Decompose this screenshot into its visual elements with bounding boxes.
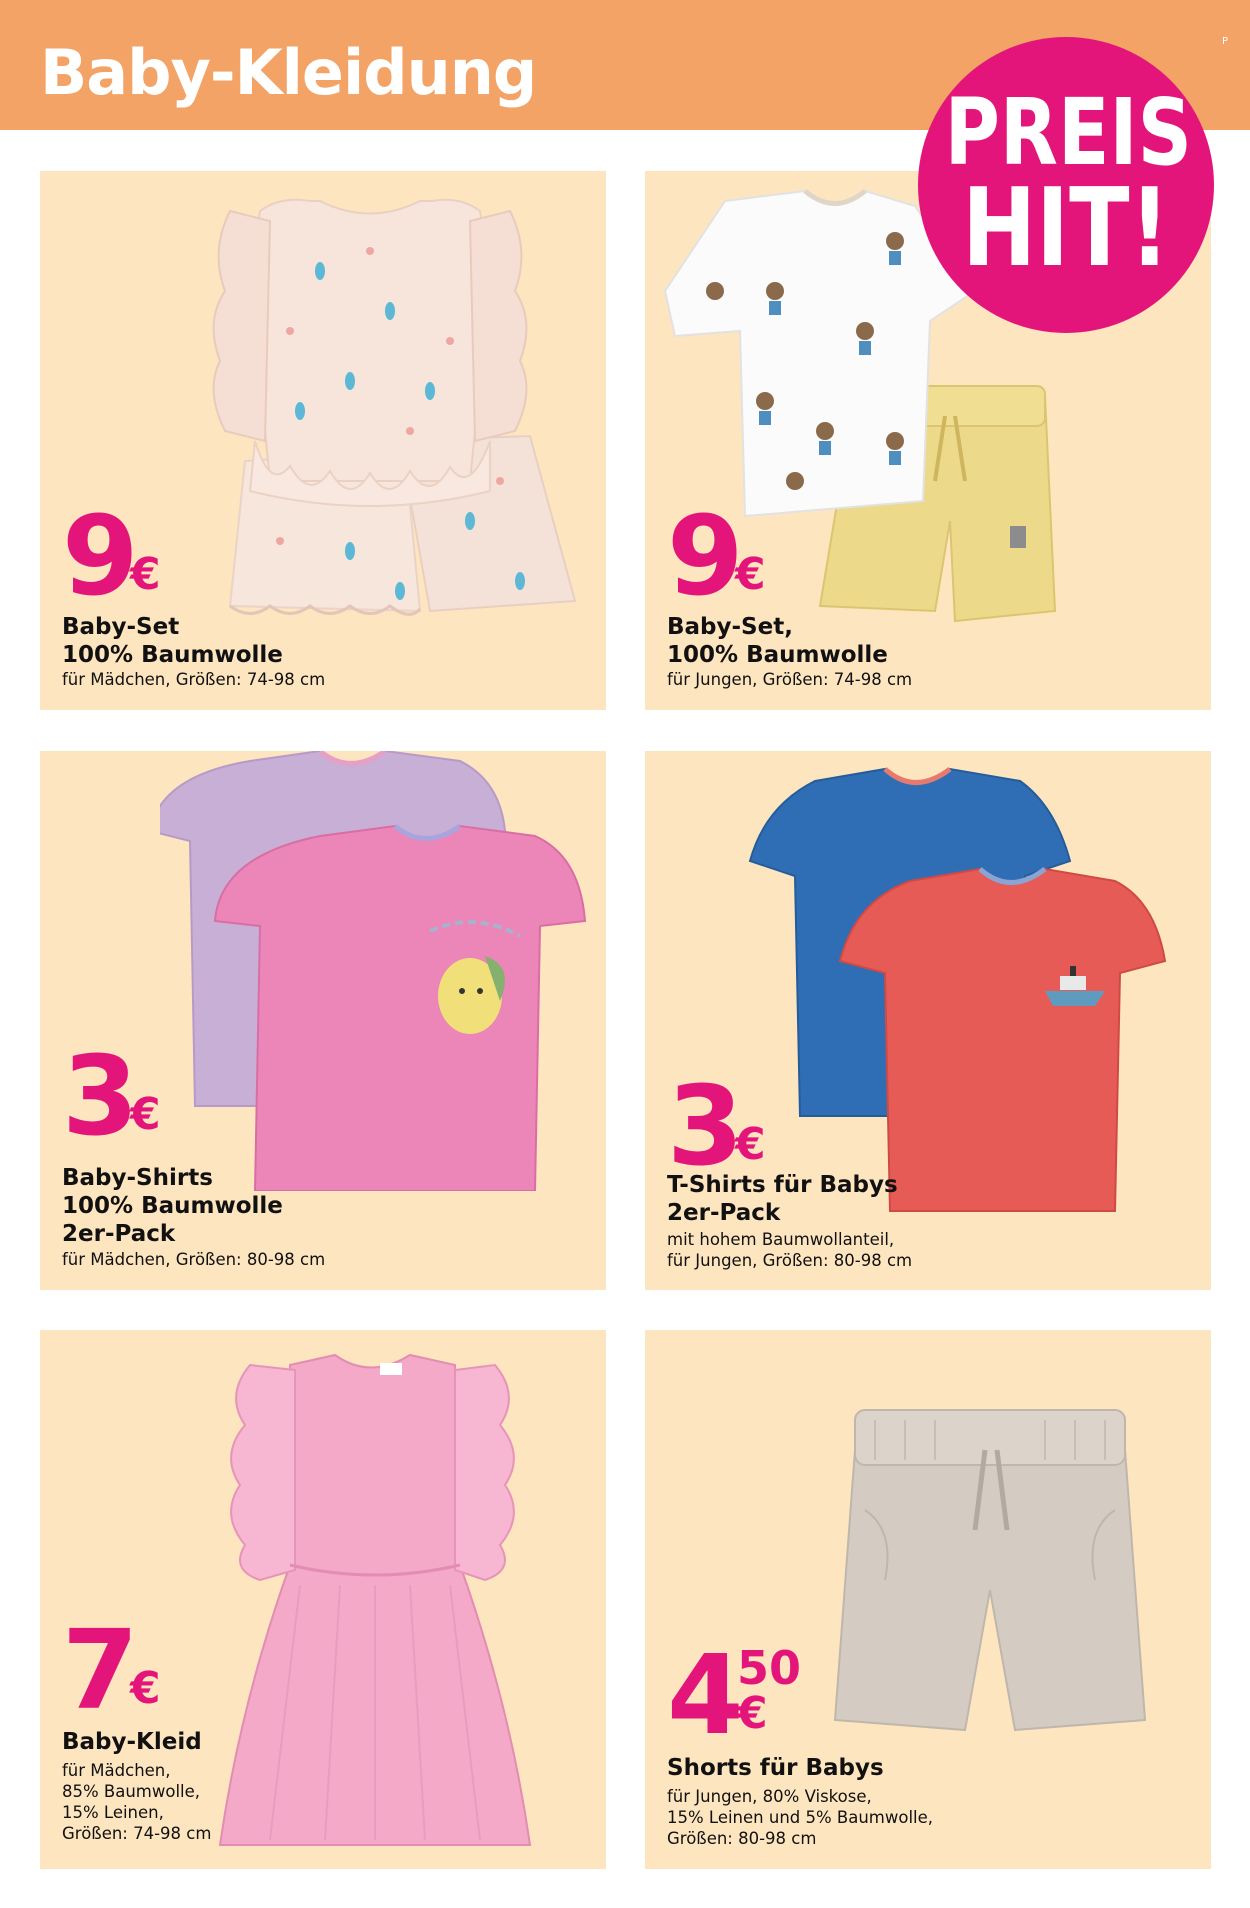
price-euros: 3 xyxy=(667,1062,740,1190)
price-euros: 3 xyxy=(62,1032,135,1160)
product-card-girls-shirts[interactable] xyxy=(40,751,606,1290)
product-card-baby-shorts[interactable] xyxy=(645,1330,1211,1869)
product-title xyxy=(667,1754,884,1782)
badge-line-1: PREIS xyxy=(944,79,1192,186)
product-desc-line: für Jungen, Größen: 74-98 cm xyxy=(667,670,913,689)
product-title xyxy=(62,1164,283,1248)
product-title-line: Baby-Set, xyxy=(667,614,793,640)
price-euros: 9 xyxy=(667,492,740,620)
price-euros: 9 xyxy=(62,492,135,620)
product-title-line: T-Shirts für Babys xyxy=(667,1172,898,1198)
product-desc-line: für Mädchen, Größen: 80-98 cm xyxy=(62,1250,326,1269)
product-description xyxy=(667,669,912,690)
baby-dress-image xyxy=(210,1345,540,1865)
boys-shirts-image xyxy=(745,761,1205,1231)
price-euros: 7 xyxy=(62,1606,135,1734)
product-desc-line: 85% Baumwolle, xyxy=(62,1782,201,1801)
product-title xyxy=(667,613,888,669)
product-desc-line: Größen: 74-98 cm xyxy=(62,1824,212,1843)
badge-line-2: HIT! xyxy=(962,166,1170,291)
preis-hit-badge xyxy=(918,37,1214,333)
product-description xyxy=(62,669,325,690)
euro-sign: € xyxy=(735,1119,766,1170)
product-desc-line: für Jungen, Größen: 80-98 cm xyxy=(667,1251,913,1270)
euro-sign: € xyxy=(130,1663,161,1714)
product-title-line: 100% Baumwolle xyxy=(62,1193,283,1219)
product-title xyxy=(62,613,283,669)
product-card-boys-shirts[interactable] xyxy=(645,751,1211,1290)
corner-mark: P xyxy=(1221,36,1228,47)
price-cents: 50 xyxy=(737,1641,802,1695)
product-title xyxy=(62,1728,202,1756)
product-title-line: Baby-Set xyxy=(62,614,180,640)
product-desc-line: für Mädchen, xyxy=(62,1761,171,1780)
product-desc-line: 15% Leinen, xyxy=(62,1803,164,1822)
product-title xyxy=(667,1171,898,1227)
product-description xyxy=(62,1760,211,1844)
euro-sign: € xyxy=(130,1089,161,1140)
product-title-line: 100% Baumwolle xyxy=(667,642,888,668)
product-title-line: 2er-Pack xyxy=(62,1221,176,1247)
product-title-line: Shorts für Babys xyxy=(667,1755,884,1781)
product-title-line: Baby-Shirts xyxy=(62,1165,213,1191)
product-title-line: 2er-Pack xyxy=(667,1200,781,1226)
product-description xyxy=(62,1249,325,1270)
product-description xyxy=(667,1786,933,1849)
euro-sign: € xyxy=(130,549,161,600)
product-desc-line: 15% Leinen und 5% Baumwolle, xyxy=(667,1808,934,1827)
girls-shirts-image xyxy=(160,751,600,1191)
product-card-baby-dress[interactable] xyxy=(40,1330,606,1869)
product-desc-line: für Mädchen, Größen: 74-98 cm xyxy=(62,670,326,689)
product-description xyxy=(667,1229,912,1271)
product-desc-line: mit hohem Baumwollanteil, xyxy=(667,1230,895,1249)
euro-sign: € xyxy=(737,1688,768,1739)
product-desc-line: Größen: 80-98 cm xyxy=(667,1829,817,1848)
product-title-line: Baby-Kleid xyxy=(62,1729,202,1755)
product-title-line: 100% Baumwolle xyxy=(62,642,283,668)
girls-set-image xyxy=(170,191,590,621)
euro-sign: € xyxy=(735,549,766,600)
product-card-girls-set[interactable] xyxy=(40,171,606,710)
price-euros: 4 xyxy=(667,1631,740,1759)
page-title: Baby-Kleidung xyxy=(40,36,537,109)
baby-shorts-image xyxy=(825,1390,1155,1750)
product-desc-line: für Jungen, 80% Viskose, xyxy=(667,1787,872,1806)
